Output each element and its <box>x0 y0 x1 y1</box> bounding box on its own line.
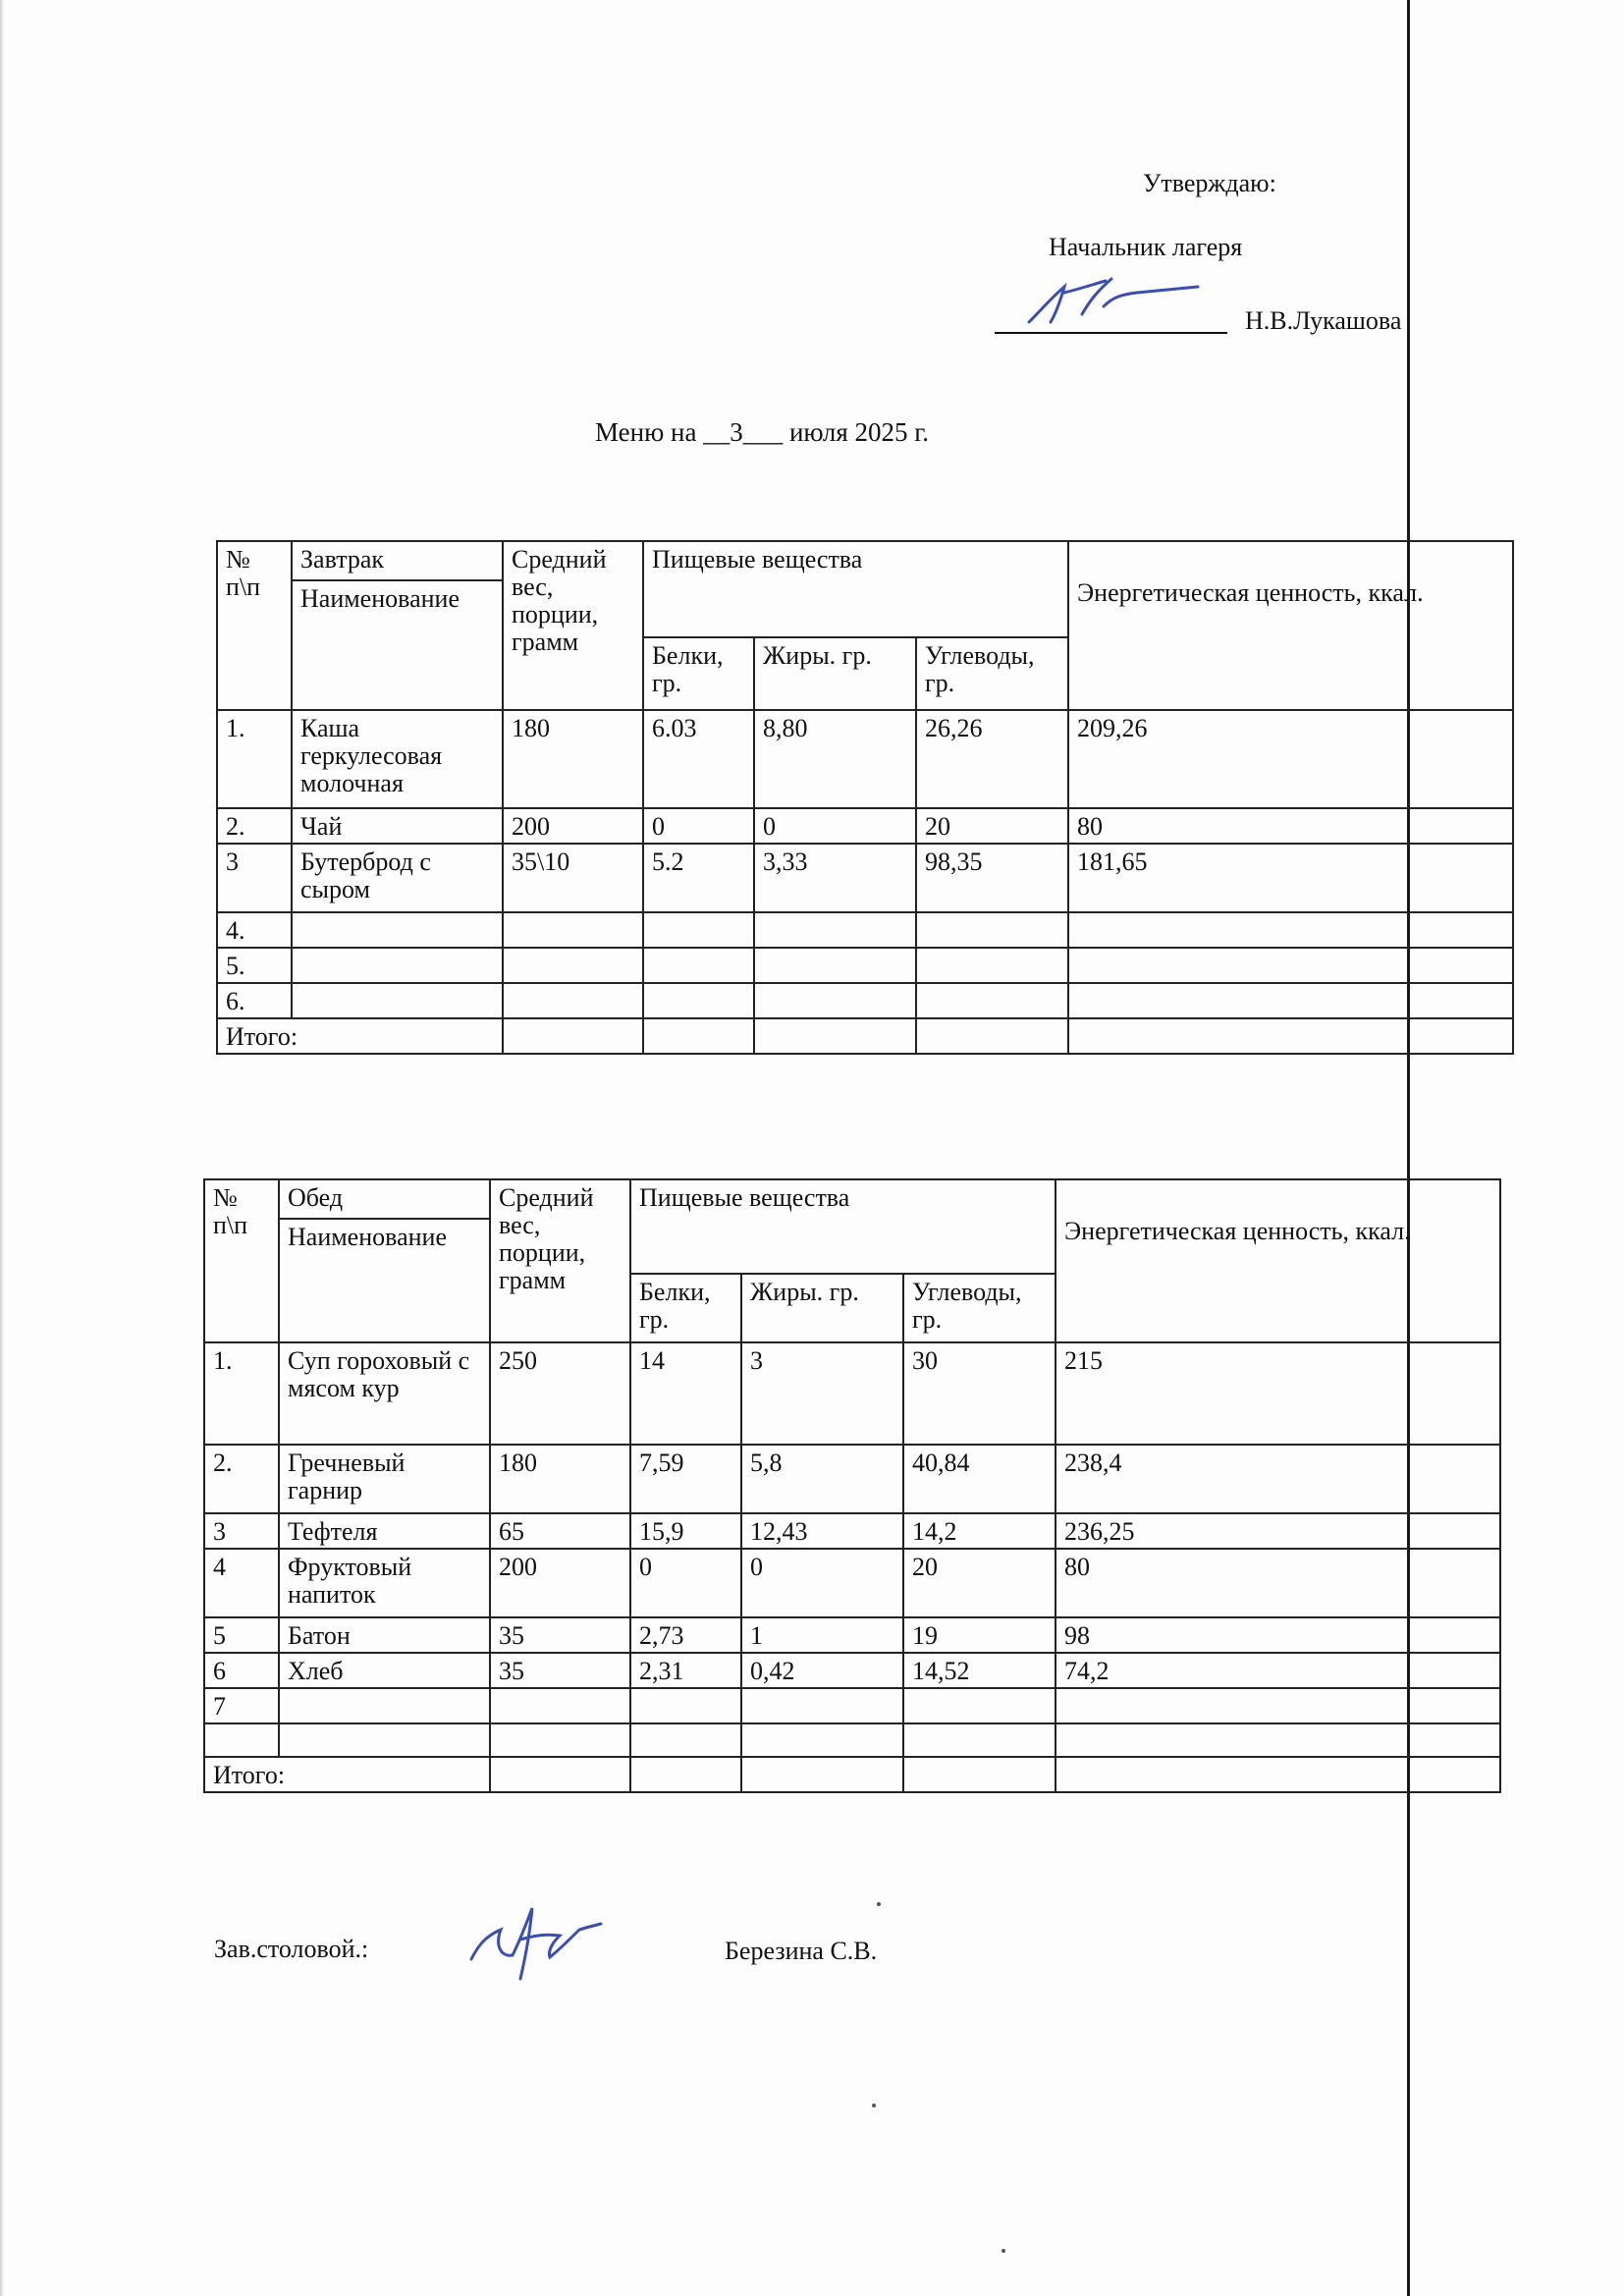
col-weight-header: Средний вес, порции, грамм <box>490 1179 630 1342</box>
row-number: 6 <box>204 1653 279 1688</box>
col-name-header: Наименование <box>292 580 503 710</box>
table-row <box>204 1342 1500 1445</box>
table-row <box>217 844 1513 912</box>
scan-speck <box>877 1902 881 1906</box>
table-row <box>217 808 1513 844</box>
dish-carbs: 20 <box>903 1549 1056 1617</box>
dish-energy: 238,4 <box>1056 1445 1500 1513</box>
dish-name: Чай <box>292 808 503 844</box>
table-header-row <box>217 541 1513 580</box>
dish-carbs: 14,2 <box>903 1513 1056 1549</box>
row-number: 6. <box>217 983 292 1018</box>
col-number-header: № п\п <box>217 541 292 710</box>
dish-weight: 180 <box>503 710 643 808</box>
meal-name-header: Обед <box>279 1179 490 1219</box>
dish-protein: 14 <box>630 1342 741 1445</box>
dish-fat: 0,42 <box>741 1653 903 1688</box>
table-row <box>204 1617 1500 1653</box>
dish-protein: 0 <box>630 1549 741 1617</box>
dish-weight: 35 <box>490 1653 630 1688</box>
table-row <box>217 983 1513 1018</box>
dish-weight: 35\10 <box>503 844 643 912</box>
dish-name: Фруктовый напиток <box>279 1549 490 1617</box>
canteen-head-label: Зав.столовой.: <box>214 1935 369 1963</box>
col-energy-header: Энергетическая ценность, ккал. <box>1056 1179 1500 1342</box>
col-energy-header: Энергетическая ценность, ккал. <box>1068 541 1513 710</box>
dish-carbs: 20 <box>916 808 1068 844</box>
table-row <box>204 1513 1500 1549</box>
row-number: 3 <box>217 844 292 912</box>
col-weight-header: Средний вес, порции, грамм <box>503 541 643 710</box>
dish-weight: 65 <box>490 1513 630 1549</box>
dish-protein: 2,73 <box>630 1617 741 1653</box>
dish-weight: 200 <box>490 1549 630 1617</box>
dish-carbs: 98,35 <box>916 844 1068 912</box>
row-number: 3 <box>204 1513 279 1549</box>
col-fat-header: Жиры. гр. <box>754 637 916 710</box>
dish-protein: 5.2 <box>643 844 754 912</box>
dish-name: Каша геркулесовая молочная <box>292 710 503 808</box>
dish-fat: 3,33 <box>754 844 916 912</box>
dish-fat: 5,8 <box>741 1445 903 1513</box>
table-header-row <box>204 1179 1500 1219</box>
director-signature <box>1021 271 1208 340</box>
dish-fat: 12,43 <box>741 1513 903 1549</box>
table-row <box>204 1723 1500 1757</box>
scan-edge <box>0 0 4 2296</box>
table-row <box>217 710 1513 808</box>
dish-name: Бутерброд с сыром <box>292 844 503 912</box>
table-row <box>217 912 1513 948</box>
menu-title: Меню на __3___ июля 2025 г. <box>595 417 930 447</box>
col-nutrients-header: Пищевые вещества <box>643 541 1068 637</box>
total-row <box>217 1018 1513 1054</box>
scan-speck <box>1001 2249 1005 2253</box>
dish-name: Тефтеля <box>279 1513 490 1549</box>
dish-energy: 236,25 <box>1056 1513 1500 1549</box>
dish-carbs: 30 <box>903 1342 1056 1445</box>
dish-carbs: 19 <box>903 1617 1056 1653</box>
col-number-header: № п\п <box>204 1179 279 1342</box>
dish-energy: 215 <box>1056 1342 1500 1445</box>
approval-role: Начальник лагеря <box>1049 233 1243 261</box>
scan-speck <box>872 2104 876 2107</box>
dish-fat: 8,80 <box>754 710 916 808</box>
table-row <box>204 1549 1500 1617</box>
dish-weight: 250 <box>490 1342 630 1445</box>
row-number: 4 <box>204 1549 279 1617</box>
dish-carbs: 26,26 <box>916 710 1068 808</box>
col-protein-header: Белки, гр. <box>630 1274 741 1342</box>
dish-protein: 0 <box>643 808 754 844</box>
row-number: 2. <box>204 1445 279 1513</box>
dish-weight: 200 <box>503 808 643 844</box>
dish-energy: 181,65 <box>1068 844 1513 912</box>
total-row <box>204 1757 1500 1792</box>
dish-carbs: 14,52 <box>903 1653 1056 1688</box>
dish-name: Батон <box>279 1617 490 1653</box>
director-name: Н.В.Лукашова <box>1245 306 1402 335</box>
canteen-head-signature <box>461 1900 609 1989</box>
dish-protein: 2,31 <box>630 1653 741 1688</box>
table-row <box>204 1688 1500 1723</box>
row-number: 1. <box>204 1342 279 1445</box>
dish-fat: 3 <box>741 1342 903 1445</box>
row-number: 5. <box>217 948 292 983</box>
dish-protein: 7,59 <box>630 1445 741 1513</box>
row-number: 4. <box>217 912 292 948</box>
row-number: 5 <box>204 1617 279 1653</box>
dish-fat: 1 <box>741 1617 903 1653</box>
dish-weight: 35 <box>490 1617 630 1653</box>
col-nutrients-header: Пищевые вещества <box>630 1179 1056 1274</box>
dish-carbs: 40,84 <box>903 1445 1056 1513</box>
meal-name-header: Завтрак <box>292 541 503 580</box>
dish-energy: 98 <box>1056 1617 1500 1653</box>
total-label: Итого: <box>204 1757 490 1792</box>
total-label: Итого: <box>217 1018 503 1054</box>
row-number: 2. <box>217 808 292 844</box>
col-name-header: Наименование <box>279 1219 490 1342</box>
col-fat-header: Жиры. гр. <box>741 1274 903 1342</box>
row-number: 1. <box>217 710 292 808</box>
dish-energy: 80 <box>1056 1549 1500 1617</box>
scan-artifact-line <box>1407 0 1410 2296</box>
dish-energy: 80 <box>1068 808 1513 844</box>
col-carbs-header: Углеводы, гр. <box>903 1274 1056 1342</box>
col-carbs-header: Углеводы, гр. <box>916 637 1068 710</box>
dish-fat: 0 <box>741 1549 903 1617</box>
breakfast-table <box>216 540 1514 1055</box>
dish-name: Гречневый гарнир <box>279 1445 490 1513</box>
dish-weight: 180 <box>490 1445 630 1513</box>
dish-fat: 0 <box>754 808 916 844</box>
dish-name: Хлеб <box>279 1653 490 1688</box>
table-row <box>217 948 1513 983</box>
table-row <box>204 1445 1500 1513</box>
table-row <box>204 1653 1500 1688</box>
approval-label: Утверждаю: <box>1143 169 1276 197</box>
dish-energy: 209,26 <box>1068 710 1513 808</box>
canteen-head-name: Березина С.В. <box>725 1937 878 1965</box>
col-protein-header: Белки, гр. <box>643 637 754 710</box>
dish-energy: 74,2 <box>1056 1653 1500 1688</box>
dish-name: Суп гороховый с мясом кур <box>279 1342 490 1445</box>
lunch-table <box>203 1178 1501 1793</box>
row-number: 7 <box>204 1688 279 1723</box>
dish-protein: 15,9 <box>630 1513 741 1549</box>
dish-protein: 6.03 <box>643 710 754 808</box>
